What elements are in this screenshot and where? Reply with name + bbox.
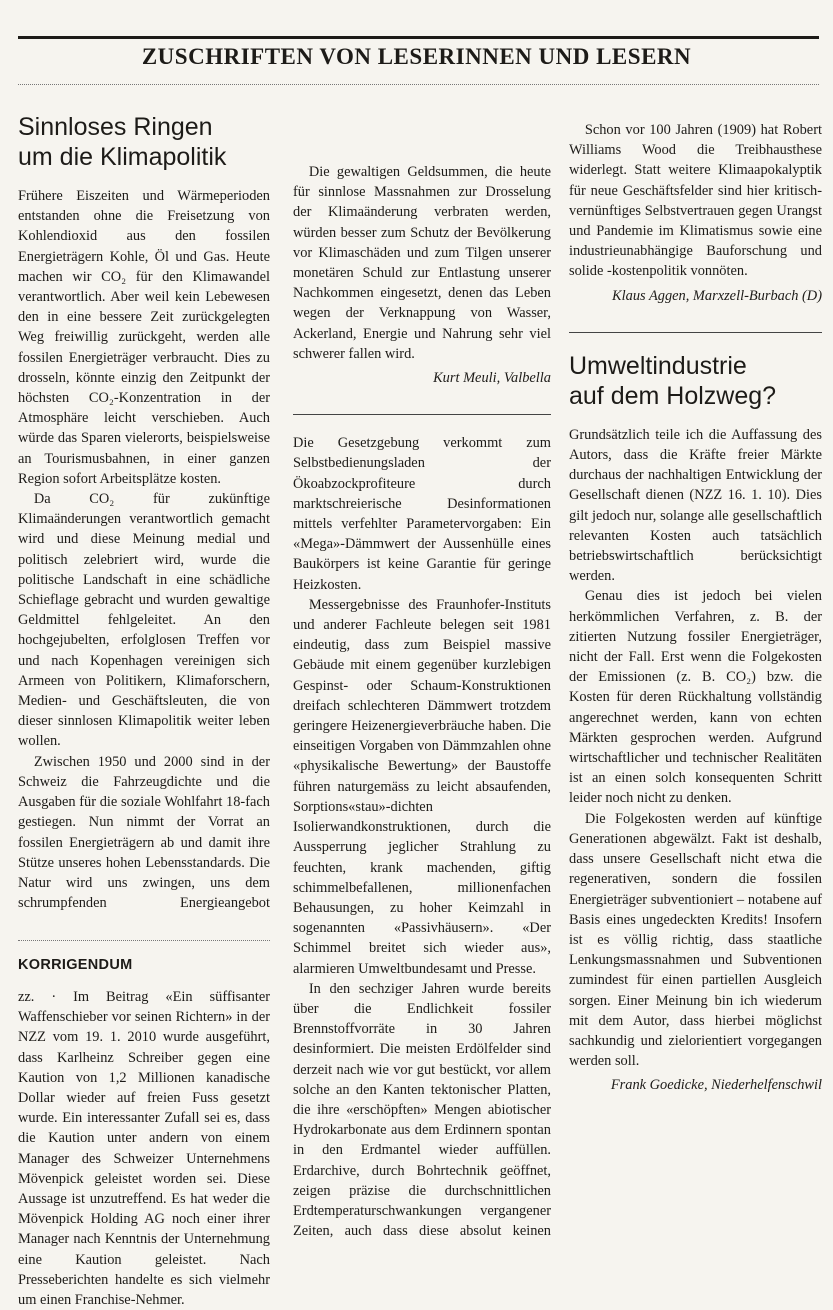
section-divider bbox=[18, 84, 819, 85]
korrigendum-text: zz. · Im Beitrag «Ein süffisanter Waffenschieber vor seinen Richtern» in der NZZ vom 19. 1. 2010 wurde ausgeführt, dass Karlheinz Schreiber gegen eine Kaution von 1,2 Millionen kanadische Dollar wieder auf freien Fuss gesetzt wurde. Ein interessanter Zufall sei es, dass die Kaution unter andern von einem Manager des Schweizer Unternehmens Mövenpick geleistet worden sei. Diese Aussage ist unzutreffend. Es hat weder die Mövenpick Holding AG noch einer ihrer Manager nach Kenntnis der Unternehmung eine Kaution geleistet. Nach Presseberichten handelte es sich vielmehr um einen Franchise-Nehmer. bbox=[18, 988, 270, 1308]
letter-2-paragraph: Schon vor 100 Jahren (1909) hat Robert Williams Wood die Treibhausthese widerlegt. Statt weitere Klimaapokalyptik für neue Geschäftsfelder sind hier kritisch-vernünftiges Selbstvertrauen gegen Urangst und Pandemie im Klimatismus sowie eine industrieunabhängige Bauforschung und solide -kostenpolitik vonnöten. bbox=[569, 122, 822, 280]
korrigendum-title: KORRIGENDUM bbox=[18, 956, 133, 973]
letter-divider bbox=[293, 414, 551, 415]
letter-3-headline-line-1: Umweltindustrie bbox=[569, 351, 747, 380]
letter-1-paragraph: Frühere Eiszeiten und Wärmeperioden entstanden ohne die Freisetzung von Kohlendioxid aus den fossilen Energieträgern Kohle, Öl und Gas. Heute machen wir CO₂ für den Klimawandel verantwortlich. Aber weil kein Lebewesen den in eine bessere Zeit zurückgelegten Weg freiwillig zurückgeht, werden alle fossilen Energieträger verbraucht. Dies zu drosseln, könnte einzig den Zeitpunkt der höchsten CO₂-Konzentration in der Atmosphäre leicht verschieben. Auch würde das Sparen vielerorts, beispielsweise an Tourismusbahnen, in einer ganzen Region sofort Arbeitsplätze kosten. bbox=[18, 188, 270, 487]
column-2 bbox=[293, 120, 551, 1241]
letter-3-signature: Frank Goedicke, Niederhelfenschwil bbox=[610, 1077, 822, 1094]
korrigendum-divider bbox=[18, 940, 270, 941]
letter-1-paragraph: Zwischen 1950 und 2000 sind in der Schweiz die Fahrzeugdichte und die Ausgaben für die soziale Wohlfahrt 18-fach gestiegen. Nun nimmt der Vorrat an fossilen Energieträgern ab und damit ihre Stütze unseres hohen Lebensstandards. Die Natur wird uns zwingen, uns dem schrumpfenden Energieangebot bbox=[18, 753, 270, 912]
letter-3-paragraph: Die Folgekosten werden auf künftige Generationen abgewälzt. Fakt ist deshalb, dass unsere Gesellschaft nicht etwa die regenerativen, sondern die fossilen Energieträger subventioniert – notabene auf Basis eines ungedeckten Kredits! Insofern ist es völlig richtig, dass staatliche Lenkungsmassnahmen und Subventionen zumindest für einen partiellen Ausgleich sorgen. Einer Meinung bin ich wiederum mit dem Autor, dass hierbei möglichst sachkundig und zielorientiert vorgegangen werden soll. bbox=[569, 810, 822, 1070]
column-3 bbox=[569, 120, 822, 1096]
letter-2-paragraph: Messergebnisse des Fraunhofer-Instituts und anderer Fachleute belegen seit 1981 eindeutig, dass zum Beispiel massive Gebäude mit einem gegenüber kurzlebigen Gespinst- oder Schaum-Konstruktionen dreifach schlechteren Dämmwert trotzdem geringere Heizenergieverbräuche haben. Die einseitigen Vorgaben von Dämmzahlen ohne «physikalische Bewertung» der Baustoffe führen naturgemäss zu leicht absaufenden, Sorptions«stau»-dichten Isolierwandkonstruktionen, durch die Aussperrung jeglicher Strahlung zu feuchten, krank machenden, giftig schimmelbefallenen, millionenfachen Behausungen, zu hoher Keimzahl in sogenannten «Passivhäusern». «Der Schimmel breitet sich wieder aus», alarmieren Umweltbundesamt und Presse. bbox=[293, 596, 551, 977]
letter-1-headline bbox=[18, 112, 270, 172]
letter-2-paragraph: Die Gesetzgebung verkommt zum Selbstbedienungsladen der Ökoabzockprofiteure durch marktschreierische Desinformationen mittels verfehlter Parametervorgaben: Ein «Mega»-Dämmwert der Aussenhülle eines Baukörpers ist keine Garantie für geringe Heizkosten. bbox=[293, 435, 551, 593]
letter-1-headline-line-1: Sinnloses Ringen bbox=[18, 113, 213, 141]
letter-3-paragraph: Grundsätzlich teile ich die Auffassung des Autors, dass die Kräfte freier Märkte durchaus der nachhaltigen Entwicklung der Gesellschaft dienen (NZZ 16. 1. 10). Dies gilt jedoch nur, solange alle gesellschaftlich relevanten Kosten auch tatsächlich betriebswirtschaftlich berücksichtigt werden. bbox=[569, 426, 822, 585]
section-title: ZUSCHRIFTEN VON LESERINNEN UND LESERN bbox=[141, 44, 692, 69]
letter-1-signature: Kurt Meuli, Valbella bbox=[433, 370, 551, 387]
letter-3-paragraph: Genau dies ist jedoch bei vielen herkömmlichen Verfahren, z. B. der zitierten Nutzung fossiler Energieträger, nicht der Fall. Erst wenn die Folgekosten der Emissionen (z. B. CO₂) bzw. die Kosten für deren Rückhaltung vollständig angerechnet werden, kann von echten Märkten gesprochen werden. Aufgrund wirtschaftlicher und technischer Realitäten ist an einen solch konsequenten Schritt leider noch nicht zu denken. bbox=[569, 588, 822, 807]
letter-divider bbox=[569, 332, 822, 333]
letter-1-paragraph: Da CO₂ für zukünftige Klimaänderungen verantwortlich gemacht wird und diese Meinung medial und politisch zelebriert wird, wurde die politische Landschaft in eine schädliche Schieflage gebracht und wurden gewaltige Geldmittel fehlgeleitet. An den hochgejubelten, erfolglosen Treffen vor und nach Kopenhagen vereinigen sich Armeen von Politikern, Klimaforschern, Medien- und Geschäftsleuten, die von dieser sinnlosen Klimapolitik weiter leben wollen. bbox=[18, 491, 270, 750]
letter-1-continued bbox=[293, 120, 551, 162]
letter-2-signature: Klaus Aggen, Marxzell-Burbach (D) bbox=[612, 287, 822, 304]
letter-1-paragraph: Die gewaltigen Geldsummen, die heute für sinnlose Massnahmen zur Drosselung der Klimaänderung verbraten werden, würden besser zum Schutz der Bevölkerung vor Klimaschäden und zum Tilgen unserer monetären Schuld zur Entlastung unserer Nachkommen eingesetzt, denen das Leben wegen der Verknappung von Wasser, Ackerland, Energie und Nahrung sehr viel schwerer fallen wird. bbox=[293, 164, 551, 362]
letter-2-paragraph: In den sechziger Jahren wurde bereits über die Endlichkeit fossiler Brennstoffvorräte in 30 Jahren desinformiert. Die meisten Erdölfelder sind derzeit nach wie vor gut bestückt, vor allem solche an den Kanten tektonischer Platten, die ihre «erschöpften» Mengen abiotischer Hydrokarbonate aus dem Erdinnern spontan in den Erdmantel wieder auffüllen. Erdarchive, durch Bohrtechnik geöffnet, zeigen präzise die durchschnittlichen Erdtemperaturschwankungen vergangener Zeiten, auch dass diese absolut keinen bbox=[293, 980, 551, 1240]
letter-3-headline-line-2: auf dem Holzweg? bbox=[569, 381, 777, 410]
top-rule bbox=[18, 36, 819, 39]
letter-3-headline bbox=[569, 351, 822, 411]
letter-1-headline-line-2: um die Klimapolitik bbox=[18, 143, 227, 171]
column-1 bbox=[18, 112, 270, 1310]
